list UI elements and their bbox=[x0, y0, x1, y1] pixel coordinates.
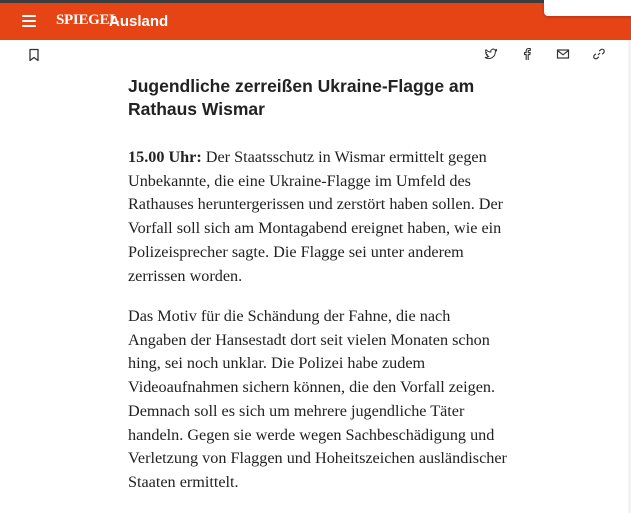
article-title: Jugendliche zerreißen Ukraine-Flagge am Rathaus Wismar bbox=[128, 76, 475, 119]
hamburger-menu-icon[interactable] bbox=[22, 15, 36, 27]
section-name[interactable]: Ausland bbox=[109, 13, 169, 30]
facebook-icon[interactable] bbox=[520, 47, 534, 61]
link-icon[interactable] bbox=[592, 47, 606, 61]
brand-logo[interactable]: SPIEGEL bbox=[56, 12, 119, 28]
article-paragraph-1 bbox=[128, 146, 508, 288]
timestamp: 15.00 Uhr: bbox=[128, 148, 202, 166]
twitter-icon[interactable] bbox=[484, 47, 498, 61]
mail-icon[interactable] bbox=[556, 47, 570, 61]
paragraph-1-text: Der Staatsschutz in Wismar ermittelt gegen Unbekannte, die eine Ukraine-Flagge im Umfeld des Rathauses heruntergerissen und zerstört haben sollen. Der Vorfall soll sich am Montagabend ereignet haben, wie ein Polizeisprecher sagte. Die Flagge sei unter anderem zerrissen worden. bbox=[128, 148, 504, 285]
site-header bbox=[0, 3, 631, 40]
overlay-panel bbox=[544, 0, 631, 16]
bookmark-icon[interactable] bbox=[27, 48, 41, 62]
article-paragraph-2: Das Motiv für die Schändung der Fahne, die nach Angaben der Hansestadt dort seit vielen Monaten schon hing, sei noch unklar. Die Polizei habe zudem Videoaufnahmen sichern können, die den Vorfall zeigen. Demnach soll es sich um mehrere jugendliche Täter handeln. Gegen sie werde wegen Sachbeschädigung und Verletzung von Flaggen und Hoheitszeichen ausländischer Staaten ermittelt. bbox=[128, 307, 507, 491]
